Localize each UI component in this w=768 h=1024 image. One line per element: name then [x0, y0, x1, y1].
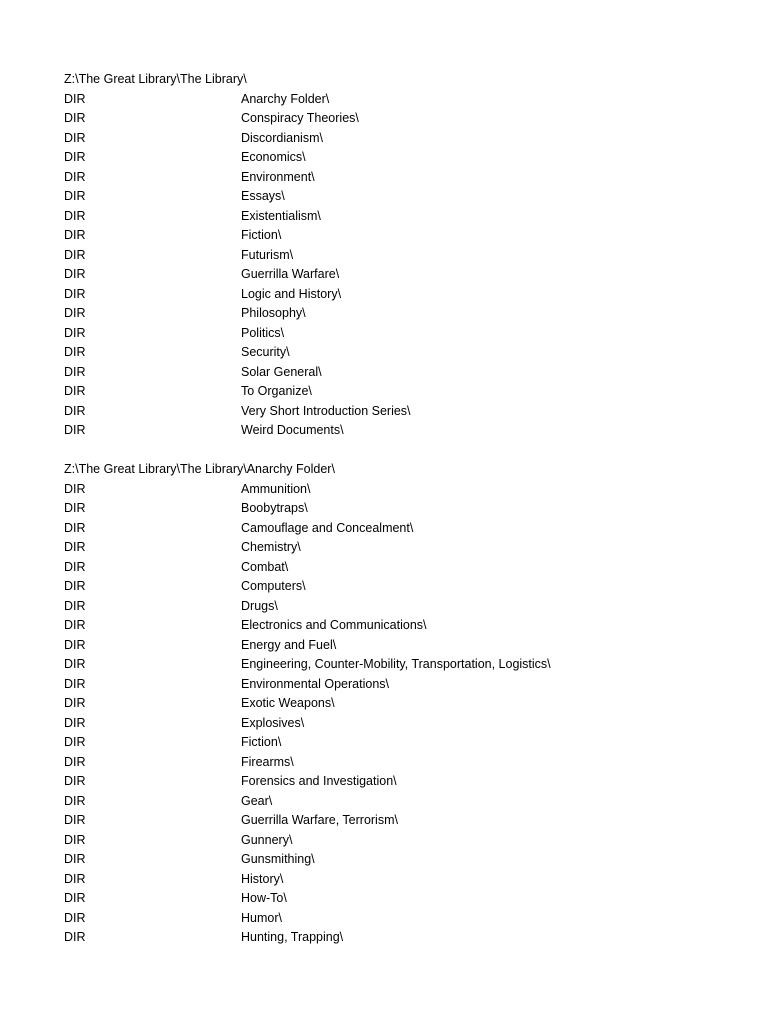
directory-entry-row	[64, 655, 754, 675]
entry-type: DIR	[64, 403, 86, 418]
entry-type: DIR	[64, 481, 86, 496]
entry-name: Hunting, Trapping\	[241, 930, 344, 944]
directory-entry-row	[64, 714, 754, 734]
entry-type: DIR	[64, 676, 86, 691]
directory-entry-row	[64, 168, 754, 188]
entry-type: DIR	[64, 247, 86, 262]
directory-entry-row	[64, 772, 754, 792]
entry-name: Combat\	[241, 559, 289, 574]
directory-entry-row	[64, 597, 754, 617]
directory-entry-row	[64, 480, 754, 500]
directory-listing	[64, 70, 754, 948]
entry-type: DIR	[64, 579, 86, 593]
entry-name: Economics\	[241, 150, 306, 164]
directory-entry-row	[64, 363, 754, 383]
entry-type: DIR	[64, 657, 86, 671]
directory-entry-row	[64, 811, 754, 831]
entry-type: DIR	[64, 364, 86, 379]
entry-name: Guerrilla Warfare, Terrorism\	[241, 813, 398, 827]
entry-name: Essays\	[241, 189, 285, 203]
entry-type: DIR	[64, 793, 86, 808]
directory-entry-row	[64, 675, 754, 695]
entry-name: Humor\	[241, 910, 282, 925]
entry-type: DIR	[64, 130, 86, 145]
directory-entry-row	[64, 402, 754, 422]
entry-name: Discordianism\	[241, 130, 323, 145]
entry-type: DIR	[64, 910, 86, 925]
entry-name: Solar General\	[241, 364, 322, 379]
directory-entry-row	[64, 928, 754, 948]
directory-entry-row	[64, 499, 754, 519]
entry-name: Guerrilla Warfare\	[241, 267, 340, 281]
entry-type: DIR	[64, 754, 86, 769]
entry-type: DIR	[64, 715, 86, 730]
directory-entry-row	[64, 792, 754, 812]
entry-type: DIR	[64, 423, 86, 437]
entry-type: DIR	[64, 150, 86, 164]
directory-entry-row	[64, 694, 754, 714]
entry-name: Electronics and Communications\	[241, 618, 427, 632]
directory-entry-row	[64, 148, 754, 168]
entry-name: To Organize\	[241, 384, 312, 398]
directory-section	[64, 70, 754, 441]
directory-entry-row	[64, 90, 754, 110]
directory-entry-row	[64, 226, 754, 246]
directory-entry-row	[64, 889, 754, 909]
entry-type: DIR	[64, 325, 86, 340]
entry-type: DIR	[64, 520, 86, 535]
directory-entry-row	[64, 129, 754, 149]
entry-name: Ammunition\	[241, 481, 311, 496]
entry-type: DIR	[64, 891, 86, 905]
entry-type: DIR	[64, 735, 86, 749]
entry-name: Futurism\	[241, 247, 294, 262]
directory-entry-row	[64, 246, 754, 266]
entry-type: DIR	[64, 598, 86, 613]
entry-name: Very Short Introduction Series\	[241, 403, 411, 418]
entry-name: Environmental Operations\	[241, 676, 389, 691]
directory-entry-row	[64, 324, 754, 344]
entry-type: DIR	[64, 208, 86, 223]
directory-entry-row	[64, 733, 754, 753]
entry-type: DIR	[64, 618, 86, 632]
entry-name: Gunnery\	[241, 832, 293, 847]
entry-name: Philosophy\	[241, 306, 306, 320]
directory-entry-row	[64, 558, 754, 578]
entry-type: DIR	[64, 384, 86, 398]
directory-entry-row	[64, 421, 754, 441]
entry-name: Camouflage and Concealment\	[241, 520, 414, 535]
directory-section	[64, 460, 754, 948]
entry-name: Environment\	[241, 169, 315, 184]
entry-type: DIR	[64, 345, 86, 359]
directory-entry-row	[64, 519, 754, 539]
directory-entry-row	[64, 636, 754, 656]
directory-path: Z:\The Great Library\The Library\Anarchy Folder\	[64, 462, 335, 476]
directory-entry-row	[64, 207, 754, 227]
entry-name: Computers\	[241, 579, 306, 593]
directory-entry-row	[64, 616, 754, 636]
entry-type: DIR	[64, 267, 86, 281]
entry-type: DIR	[64, 501, 86, 515]
directory-entry-row	[64, 870, 754, 890]
entry-type: DIR	[64, 540, 86, 554]
entry-type: DIR	[64, 91, 86, 106]
entry-type: DIR	[64, 696, 86, 710]
entry-type: DIR	[64, 871, 86, 886]
directory-entry-row	[64, 909, 754, 929]
directory-path: Z:\The Great Library\The Library\	[64, 72, 247, 86]
directory-entry-row	[64, 304, 754, 324]
directory-entry-row	[64, 753, 754, 773]
entry-name: Explosives\	[241, 715, 305, 730]
entry-name: How-To\	[241, 891, 287, 905]
entry-name: Security\	[241, 345, 290, 359]
directory-entry-row	[64, 285, 754, 305]
entry-name: Gunsmithing\	[241, 852, 315, 866]
entry-name: History\	[241, 871, 284, 886]
entry-type: DIR	[64, 189, 86, 203]
directory-entry-row	[64, 187, 754, 207]
entry-name: Anarchy Folder\	[241, 91, 330, 106]
entry-name: Gear\	[241, 793, 273, 808]
entry-name: Engineering, Counter-Mobility, Transportation, Logistics\	[241, 657, 551, 671]
entry-name: Chemistry\	[241, 540, 301, 554]
entry-name: Fiction\	[241, 228, 282, 242]
entry-type: DIR	[64, 832, 86, 847]
directory-entry-row	[64, 109, 754, 129]
entry-type: DIR	[64, 930, 86, 944]
entry-name: Drugs\	[241, 598, 278, 613]
entry-type: DIR	[64, 306, 86, 320]
entry-type: DIR	[64, 852, 86, 866]
entry-name: Conspiracy Theories\	[241, 111, 359, 125]
entry-name: Exotic Weapons\	[241, 696, 335, 710]
entry-name: Energy and Fuel\	[241, 637, 337, 652]
entry-name: Politics\	[241, 325, 285, 340]
entry-type: DIR	[64, 111, 86, 125]
entry-type: DIR	[64, 774, 86, 788]
directory-entry-row	[64, 538, 754, 558]
entry-name: Firearms\	[241, 754, 294, 769]
entry-type: DIR	[64, 813, 86, 827]
entry-type: DIR	[64, 228, 86, 242]
directory-entry-row	[64, 850, 754, 870]
directory-entry-row	[64, 577, 754, 597]
entry-type: DIR	[64, 169, 86, 184]
directory-entry-row	[64, 382, 754, 402]
entry-name: Weird Documents\	[241, 423, 344, 437]
entry-type: DIR	[64, 637, 86, 652]
entry-type: DIR	[64, 286, 86, 301]
entry-name: Fiction\	[241, 735, 282, 749]
directory-entry-row	[64, 265, 754, 285]
entry-name: Forensics and Investigation\	[241, 774, 397, 788]
entry-name: Logic and History\	[241, 286, 342, 301]
directory-entry-row	[64, 831, 754, 851]
directory-entry-row	[64, 343, 754, 363]
entry-type: DIR	[64, 559, 86, 574]
entry-name: Existentialism\	[241, 208, 321, 223]
entry-name: Boobytraps\	[241, 501, 308, 515]
